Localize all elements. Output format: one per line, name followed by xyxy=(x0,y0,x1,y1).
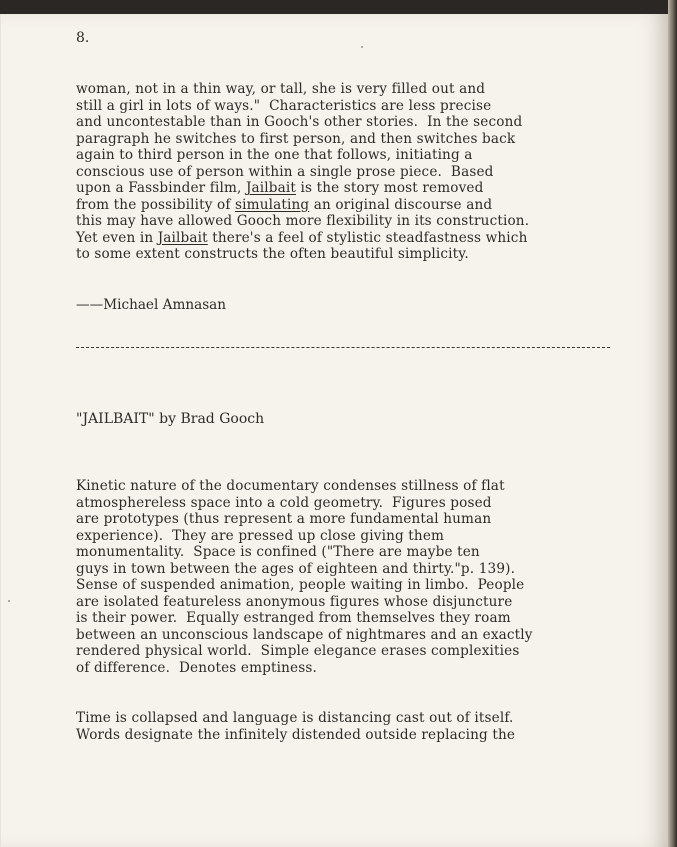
paper-speck xyxy=(361,46,363,48)
paragraph-2-line: Kinetic nature of the documentary condenses stillness of flat xyxy=(76,478,505,494)
section-heading: "JAILBAIT" by Brad Gooch xyxy=(76,411,265,427)
paragraph-1-line: still a girl in lots of ways." Characteristics are less precise xyxy=(76,97,492,114)
underlined-word-simulating: simulating xyxy=(235,196,310,213)
paragraph-1-line: paragraph he switches to first person, and then switches back xyxy=(76,130,516,147)
text-run: upon a Fassbinder film, xyxy=(76,180,246,196)
text-run: an original discourse and xyxy=(309,196,493,213)
paragraph-1-line: and uncontestable than in Gooch's other stories. In the second xyxy=(76,114,523,130)
paragraph-3-line: Words designate the infinitely distended outside replacing the xyxy=(76,726,516,743)
paragraph-2-line: experience). They are pressed up close giving them xyxy=(76,527,445,544)
page-number: 8. xyxy=(76,30,90,46)
paragraph-1-line xyxy=(76,230,527,247)
dashed-divider xyxy=(76,347,610,348)
paragraph-1-line: again to third person in the one that follows, initiating a xyxy=(76,147,473,163)
paragraph-2-line: is their power. Equally estranged from themselves they roam xyxy=(76,610,511,626)
text-run: is the story most removed xyxy=(296,180,484,196)
paragraph-1-line xyxy=(76,197,492,214)
paragraph-2-line: between an unconscious landscape of nightmares and an exactly xyxy=(76,626,533,643)
paragraph-2-line: are prototypes (thus represent a more fundamental human xyxy=(76,511,492,527)
text-run: there's a feel of stylistic steadfastness which xyxy=(207,229,528,246)
paragraph-1-line: woman, not in a thin way, or tall, she is very filled out and xyxy=(76,81,486,97)
title-jailbait: Jailbait xyxy=(245,180,297,196)
paragraph-1-line xyxy=(76,180,483,197)
paragraph-3-line: Time is collapsed and language is distancing cast out of itself. xyxy=(76,710,514,726)
paper-speck xyxy=(8,600,10,602)
text-run: Yet even in xyxy=(76,229,158,246)
book-spine-shadow xyxy=(668,0,677,847)
paragraph-2-line: of difference. Denotes emptiness. xyxy=(76,659,317,676)
paragraph-2-line: monumentality. Space is confined ("There are maybe ten xyxy=(76,544,480,560)
paragraph-2-line: guys in town between the ages of eighteen and thirty."p. 139). xyxy=(76,560,516,577)
paragraph-2-line: rendered physical world. Simple elegance erases complexities xyxy=(76,643,520,659)
text-run: from the possibility of xyxy=(76,196,236,213)
paragraph-2-line: Sense of suspended animation, people waiting in limbo. People xyxy=(76,577,525,593)
paragraph-1-line: to some extent constructs the often beautiful simplicity. xyxy=(76,246,469,262)
paragraph-2-line: atmosphereless space into a cold geometry. Figures posed xyxy=(76,494,492,511)
title-jailbait: Jailbait xyxy=(157,229,208,246)
paragraph-2-line: are isolated featureless anonymous figures whose disjuncture xyxy=(76,593,513,610)
paragraph-1-line: conscious use of person within a single prose piece. Based xyxy=(76,163,494,180)
paragraph-1-line: this may have allowed Gooch more flexibility in its construction. xyxy=(76,213,530,229)
signature: ——Michael Amnasan xyxy=(76,297,227,313)
